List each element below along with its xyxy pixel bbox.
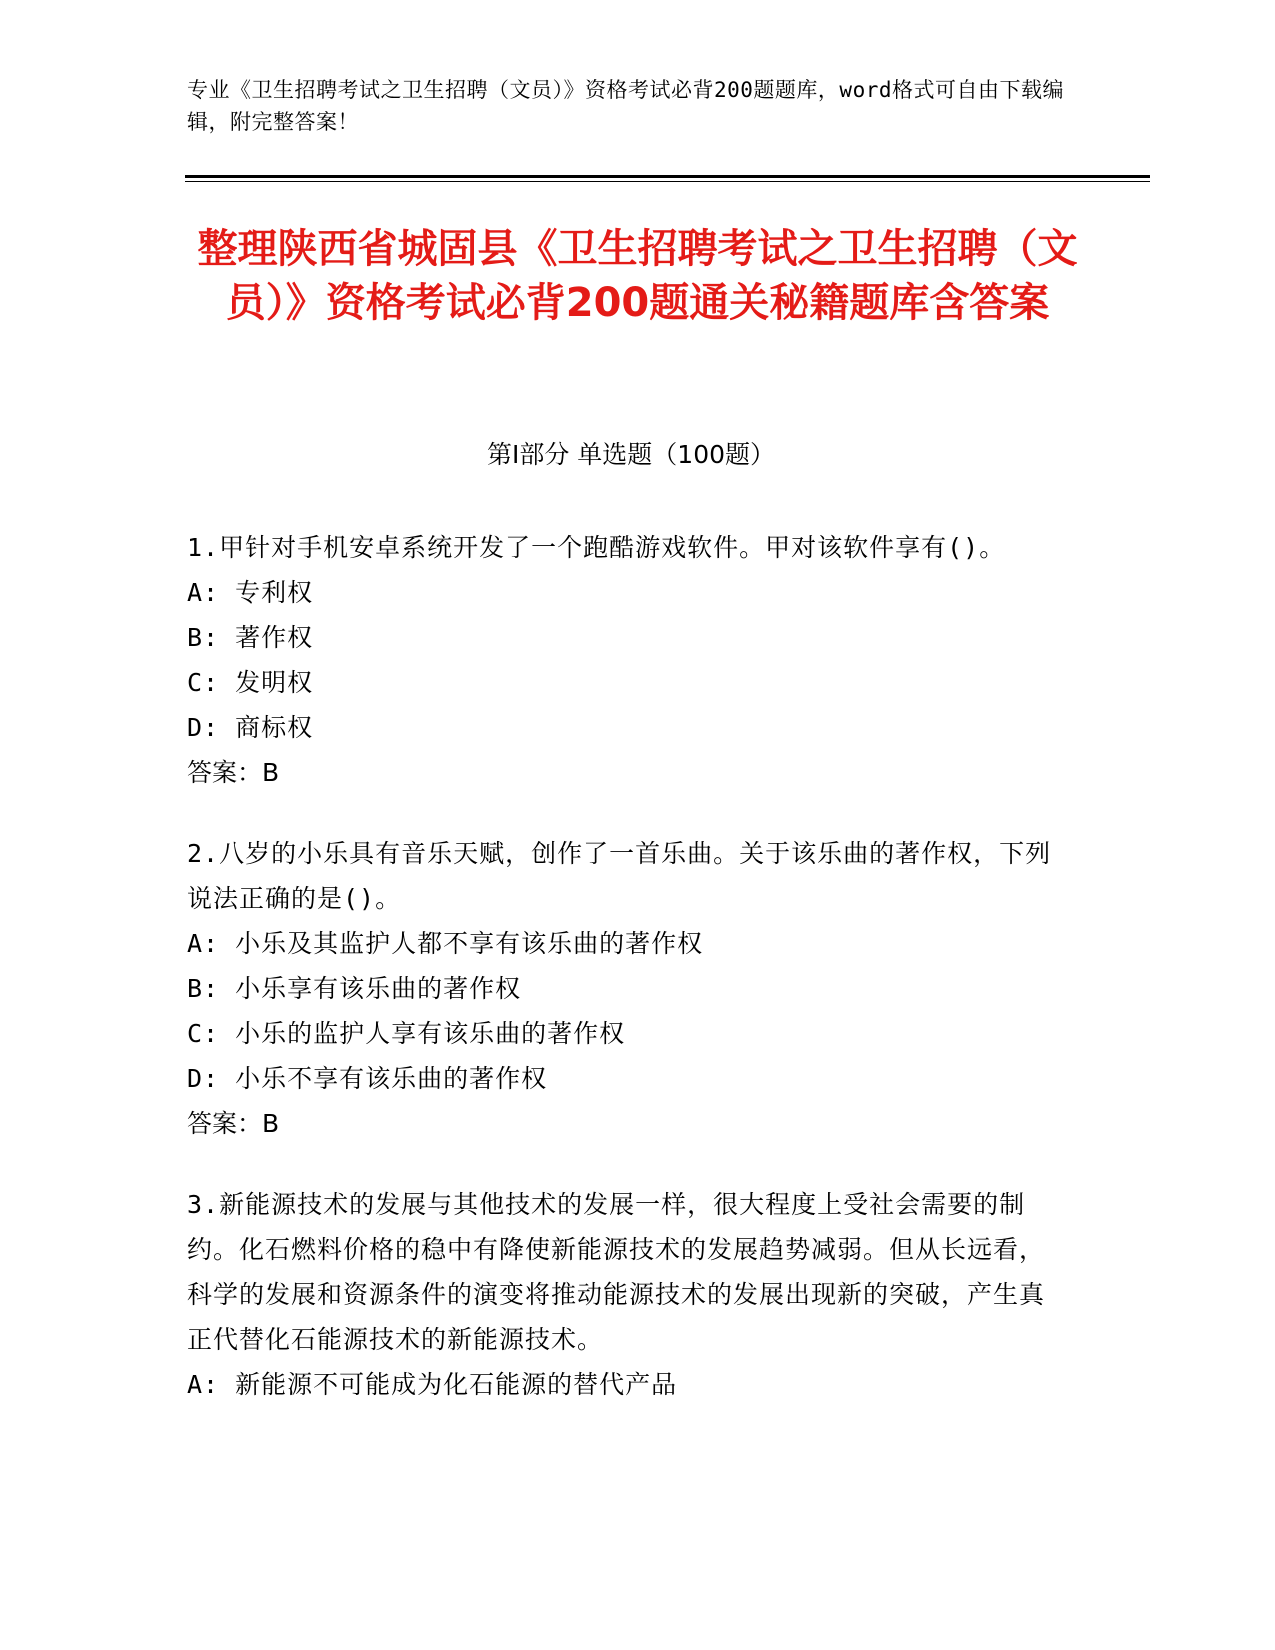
option-c: C: 小乐的监护人享有该乐曲的著作权 bbox=[187, 1019, 626, 1048]
document-title: 整理陕西省城固县《卫生招聘考试之卫生招聘（文员）》资格考试必背200题通关秘籍题库含答案 bbox=[197, 226, 1078, 326]
header-divider-thin bbox=[185, 181, 1150, 182]
option-b: B: 著作权 bbox=[187, 623, 314, 652]
question-1 bbox=[187, 525, 1067, 795]
option-c: C: 发明权 bbox=[187, 668, 314, 697]
question-text: 3.新能源技术的发展与其他技术的发展一样，很大程度上受社会需要的制约。化石燃料价格的稳中有降使新能源技术的发展趋势减弱。但从长远看，科学的发展和资源条件的演变将推动能源技术的发展出现新的突破，产生真正代替化石能源技术的新能源技术。 bbox=[187, 1190, 1046, 1354]
answer: 答案：B bbox=[187, 1109, 280, 1138]
option-d: D: 小乐不享有该乐曲的著作权 bbox=[187, 1064, 548, 1093]
option-b: B: 小乐享有该乐曲的著作权 bbox=[187, 974, 522, 1003]
option-a: A: 小乐及其监护人都不享有该乐曲的著作权 bbox=[187, 929, 704, 958]
question-2 bbox=[187, 831, 1067, 1146]
option-a: A: 专利权 bbox=[187, 578, 314, 607]
header-note: 专业《卫生招聘考试之卫生招聘（文员）》资格考试必背200题题库，word格式可自由下载编辑，附完整答案！ bbox=[187, 78, 1064, 134]
question-text: 2.八岁的小乐具有音乐天赋，创作了一首乐曲。关于该乐曲的著作权，下列说法正确的是()。 bbox=[187, 839, 1052, 913]
option-a: A: 新能源不可能成为化石能源的替代产品 bbox=[187, 1370, 678, 1399]
option-d: D: 商标权 bbox=[187, 713, 314, 742]
question-text: 1.甲针对手机安卓系统开发了一个跑酷游戏软件。甲对该软件享有()。 bbox=[187, 533, 1006, 562]
question-3 bbox=[187, 1182, 1067, 1407]
question-list bbox=[187, 525, 1067, 1443]
section-title: 第Ⅰ部分 单选题（100题） bbox=[486, 440, 776, 469]
answer: 答案：B bbox=[187, 758, 280, 787]
header-divider-thick bbox=[185, 175, 1150, 178]
